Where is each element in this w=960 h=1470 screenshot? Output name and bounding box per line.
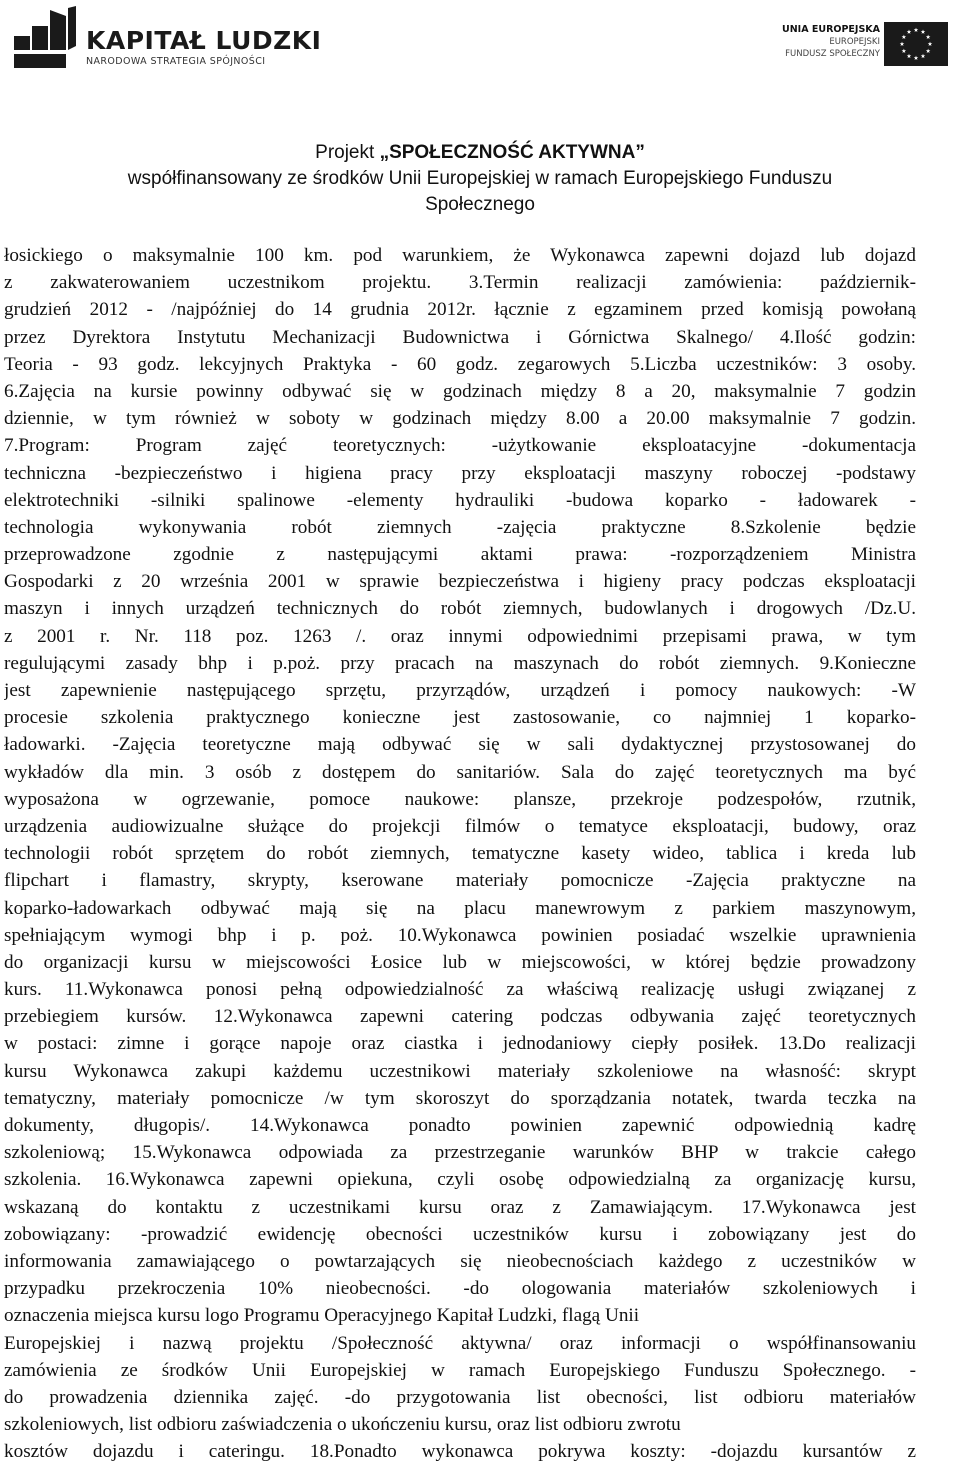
- eu-logo-line2: EUROPEJSKI: [829, 37, 880, 47]
- body-line: 6.Zajęcia na kursie powinny odbywać się w godzinach między 8 a 20, maksymalnie 7 godzin: [4, 380, 916, 402]
- body-line: elektrotechniki -silniki spalinowe -elementy hydrauliki -budowa koparko - ładowarek -: [4, 489, 916, 511]
- body-line: wyposażona w ogrzewanie, pomoce naukowe: plansze, przekroje podzespołów, rzutnik,: [4, 788, 916, 810]
- kapital-ludzki-logo: [8, 6, 322, 72]
- eu-logo-line1: UNIA EUROPEJSKA: [782, 24, 880, 35]
- body-line: koparko-ładowarkach odbywać mają się na placu manewrowym z parkiem maszynowym,: [4, 897, 916, 919]
- project-name-close-quote: ”: [635, 142, 645, 163]
- body-line: 7.Program: Program zajęć teoretycznych: -użytkowanie eksploatacyjne -dokumentacja: [4, 435, 916, 457]
- kapital-ludzki-name: KAPITAŁ LUDZKI: [86, 26, 322, 55]
- body-line: technologia wykonywania robót ziemnych -zajęcia praktyczne 8.Szkolenie będzie: [4, 516, 916, 538]
- body-line: urządzenia audiowizualne służące do projekcji filmów o tematyce eksploatacji, budowy, oraz: [4, 815, 916, 837]
- body-line: przez Dyrektora Instytutu Mechanizacji Budownictwa i Górnictwa Skalnego/ 4.Ilość godzin:: [4, 326, 916, 348]
- body-line: wykładów dla min. 3 osób z dostępem do sanitariów. Sala do zajęć teoretycznych ma być: [4, 761, 916, 783]
- project-title: [20, 140, 940, 218]
- body-line: z zakwaterowaniem uczestnikom projektu. 3.Termin realizacji zamówienia: październik-: [4, 272, 916, 294]
- body-line: kursu Wykonawca zakupi każdemu uczestnikowi materiały szkoleniowe na własność: skrypt: [4, 1060, 916, 1082]
- project-name: SPOŁECZNOŚĆ AKTYWNA: [389, 142, 636, 163]
- body-line: Teoria - 93 godz. lekcyjnych Praktyka - 60 godz. zegarowych 5.Liczba uczestników: 3 osoby.: [4, 353, 916, 375]
- body-line: techniczna -bezpieczeństwo i higiena pracy przy eksploatacji maszyny roboczej -podstawy: [4, 462, 916, 484]
- body-line: kurs. 11.Wykonawca ponosi pełną odpowiedzialność za właściwą realizację usługi związanej z: [4, 979, 916, 1001]
- body-line: spełniającym wymogi bhp i p. poż. 10.Wykonawca powinien posiadać wszelkie uprawnienia: [4, 924, 916, 946]
- kapital-ludzki-tagline: NARODOWA STRATEGIA SPÓJNOŚCI: [86, 56, 266, 67]
- body-line: Gospodarki z 20 września 2001 w sprawie bezpieczeństwa i higieny pracy podczas eksploatacji: [4, 571, 916, 593]
- body-line: do organizacji kursu w miejscowości Łosice lub w miejscowości, w której będzie prowadzony: [4, 951, 916, 973]
- body-line: grudzień 2012 - /najpóźniej do 14 grudnia 2012r. łącznie z egzaminem przed komisją powołaną: [4, 299, 916, 321]
- body-line: z 2001 r. Nr. 118 poz. 1263 /. oraz innymi odpowiednimi przepisami prawa, w tym: [4, 625, 916, 647]
- body-line: technologii robót sprzętem do robót ziemnych, tematyczne kasety wideo, tablica i kreda lub: [4, 843, 916, 865]
- document-body: [4, 242, 916, 1465]
- body-line: wskazaną do kontaktu z uczestnikami kursu oraz z Zamawiającym. 17.Wykonawca jest: [4, 1196, 916, 1218]
- project-name-open-quote: „: [379, 142, 390, 163]
- body-line: flipchart i flamastry, skrypty, kserowane materiały pomocnicze -Zajęcia praktyczne na: [4, 870, 916, 892]
- project-title-line1: [20, 140, 940, 166]
- body-line: przebiegiem kursów. 12.Wykonawca zapewni catering podczas odbywania zajęć teoretycznych: [4, 1006, 916, 1028]
- body-line: dokumenty, długopis/. 14.Wykonawca ponadto powinien zapewnić odpowiednią kadrę: [4, 1115, 916, 1136]
- body-line: przeprowadzone zgodnie z następującymi aktami prawa: -rozporządzeniem Ministra: [4, 544, 916, 566]
- body-line: szkoleniowych, list odbioru zaświadczenia o ukończeniu kursu, oraz list odbioru zwrotu: [4, 1414, 681, 1436]
- body-line: szkoleniową; 15.Wykonawca odpowiada za przestrzeganie warunków BHP w trakcie całego: [4, 1142, 916, 1164]
- body-line: zobowiązany: -prowadzić ewidencję obecności uczestników kursu i zobowiązany jest do: [4, 1223, 916, 1245]
- body-line: zamówienia ze środków Unii Europejskiej w ramach Europejskiego Funduszu Społecznego. -: [4, 1359, 916, 1381]
- body-line: dziennie, w tym również w soboty w godzinach między 8.00 a 20.00 maksymalnie 7 godzin.: [4, 408, 916, 430]
- eu-flag-icon: [884, 22, 948, 66]
- eu-logo-text: [780, 24, 880, 60]
- body-line: informowania zamawiającego o powtarzających się nieobecnościach każdego z uczestników w: [4, 1250, 916, 1272]
- eu-logo-line3: FUNDUSZ SPOŁECZNY: [785, 49, 880, 59]
- body-line: łosickiego o maksymalnie 100 km. pod warunkiem, że Wykonawca zapewni dojazd lub dojazd: [4, 245, 916, 266]
- body-line: do prowadzenia dziennika zajęć. -do przygotowania list obecności, list odbioru materiałów: [4, 1386, 916, 1408]
- body-line: regulującymi zasady bhp i p.poż. przy pracach na maszynach do robót ziemnych. 9.Konieczne: [4, 652, 916, 674]
- body-line: jest zapewnienie następującego sprzętu, przyrządów, urządzeń i pomocy naukowych: -W: [4, 680, 916, 701]
- project-title-line2: współfinansowany ze środków Unii Europejskiej w ramach Europejskiego Funduszu: [127, 168, 833, 189]
- body-line: Europejskiej i nazwą projektu /Społeczność aktywna/ oraz informacji o współfinansowaniu: [4, 1332, 916, 1354]
- body-line: oznaczenia miejsca kursu logo Programu Operacyjnego Kapitał Ludzki, flagą Unii: [4, 1305, 640, 1327]
- page-header: [0, 0, 960, 130]
- project-title-line3: Społecznego: [425, 194, 535, 215]
- kapital-ludzki-emblem-icon: [8, 6, 78, 72]
- body-line: szkolenia. 16.Wykonawca zapewni opiekuna, czyli osobę odpowiedzialną za organizację kursu,: [4, 1169, 916, 1191]
- project-prefix: Projekt: [315, 142, 380, 163]
- body-line: maszyn i innych urządzeń technicznych do robót ziemnych, budowlanych i drogowych /Dz.U.: [4, 598, 916, 620]
- body-line: kosztów dojazdu i cateringu. 18.Ponadto wykonawca pokrywa koszty: -dojazdu kursantów z: [4, 1441, 916, 1463]
- body-line: w postaci: zimne i gorące napoje oraz ciastka i jednodaniowy ciepły posiłek. 13.Do realizacji: [4, 1033, 916, 1055]
- body-line: tematyczny, materiały pomocnicze /w tym skoroszyt do sporządzania notatek, twarda teczka na: [4, 1087, 916, 1109]
- eu-logo: [780, 22, 952, 74]
- body-line: przypadku przekroczenia 10% nieobecności. -do ologowania materiałów szkoleniowych i: [4, 1278, 916, 1300]
- body-line: procesie szkolenia praktycznego konieczne jest zastosowanie, co najmniej 1 koparko-: [4, 707, 916, 729]
- body-line: ładowarki. -Zajęcia teoretyczne mają odbywać się w sali dydaktycznej przystosowanej do: [4, 734, 916, 756]
